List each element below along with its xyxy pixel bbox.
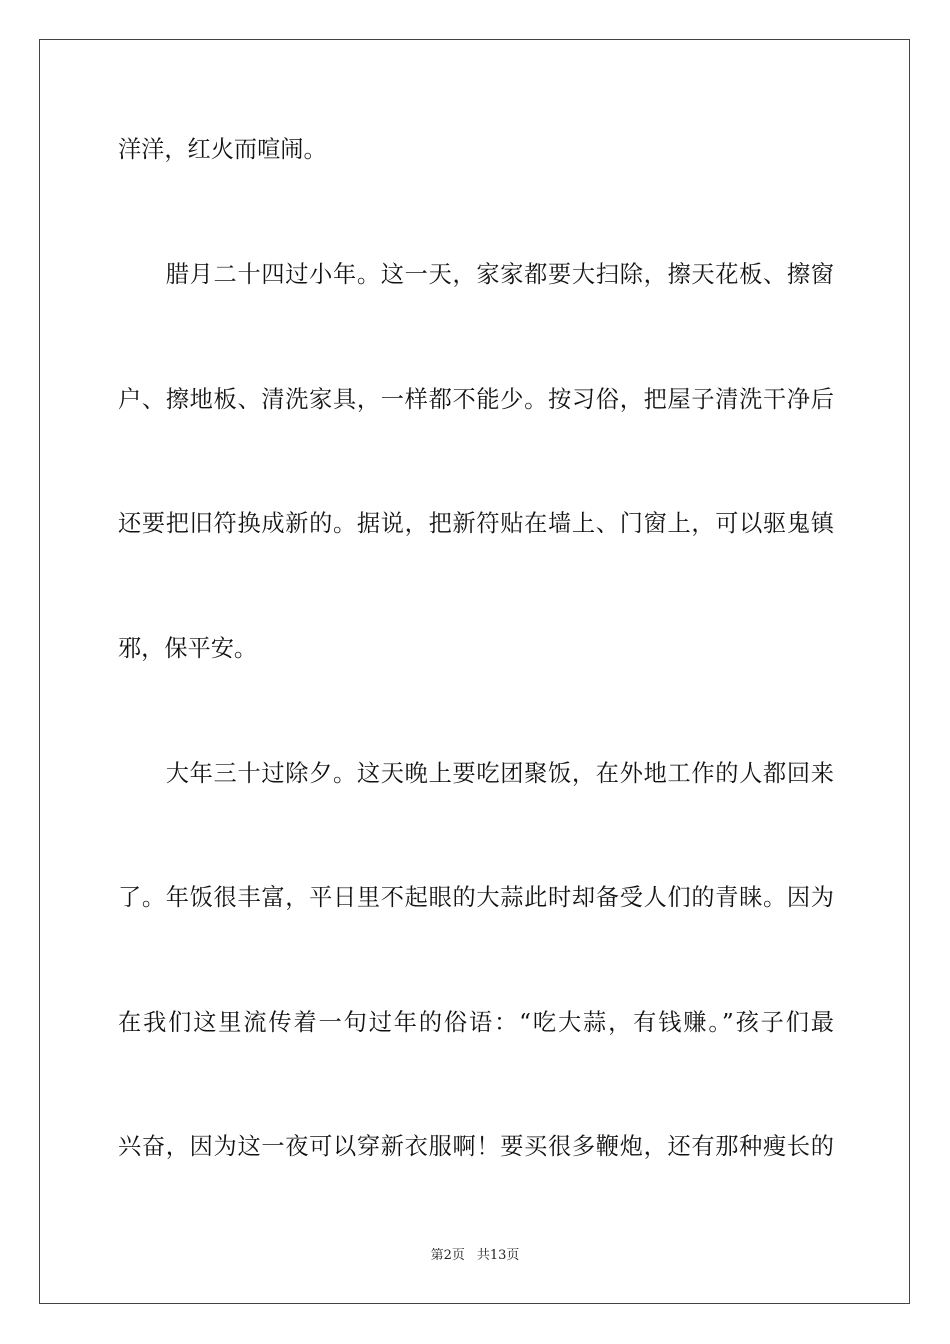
text-line-5: 邪，保平安。 [118, 635, 258, 662]
text-line-9: 兴奋，因为这一夜可以穿新衣服啊！要买很多鞭炮，还有那种瘦长的 [118, 1133, 834, 1160]
text-line-4: 还要把旧符换成新的。据说，把新符贴在墙上、门窗上，可以驱鬼镇 [118, 510, 834, 537]
text-line-7: 了。年饭很丰富，平日里不起眼的大蒜此时却备受人们的青睐。因为 [118, 884, 834, 911]
text-line-1: 洋洋，红火而喧闹。 [118, 136, 327, 163]
text-line-8: 在我们这里流传着一句过年的俗语：“吃大蒜，有钱赚。”孩子们最 [118, 1009, 834, 1036]
text-line-3: 户、擦地板、清洗家具，一样都不能少。按习俗，把屋子清洗干净后 [118, 386, 834, 413]
page-total: 共13页 [476, 1248, 520, 1263]
page-number: 第2页 [430, 1248, 465, 1263]
text-line-6: 大年三十过除夕。这天晚上要吃团聚饭，在外地工作的人都回来 [118, 760, 834, 787]
page-border [39, 39, 910, 1304]
text-line-2: 腊月二十四过小年。这一天，家家都要大扫除，擦天花板、擦窗 [118, 261, 834, 288]
page-footer [0, 1247, 950, 1265]
